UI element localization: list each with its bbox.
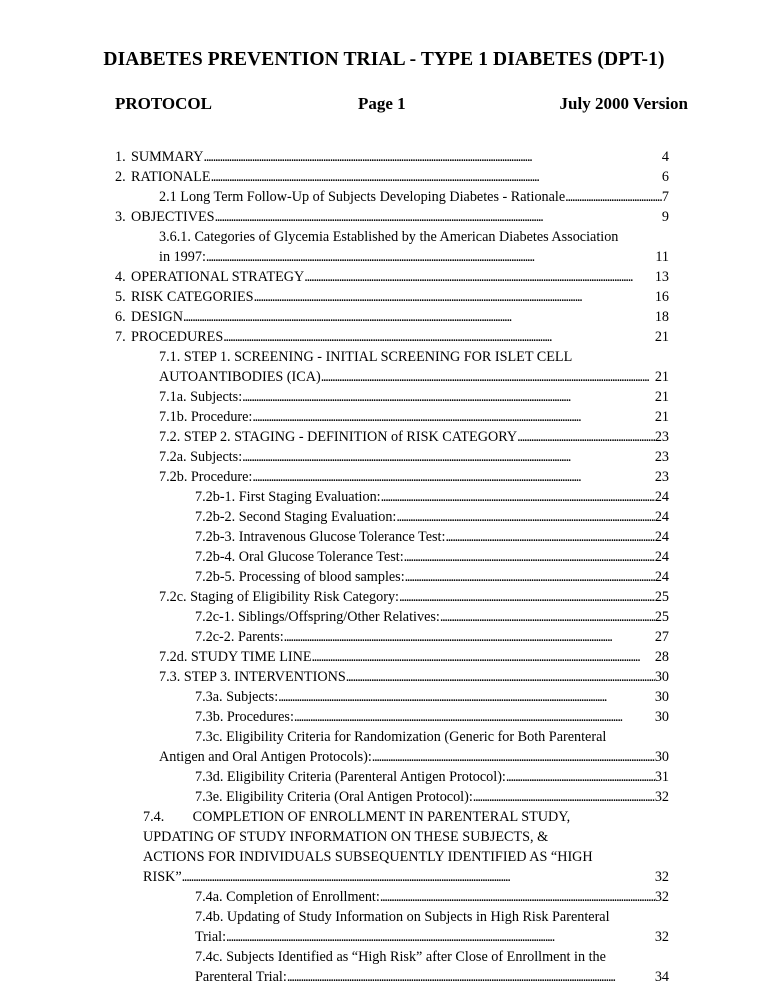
toc-entry-7-1[interactable]: 7.1. STEP 1. SCREENING - INITIAL SCREENING FOR ISLET CELL AUTOANTIBODIES (ICA) . . . 21 xyxy=(115,347,669,387)
toc-entry-operational-strategy[interactable]: 4. OPERATIONAL STRATEGY . . . 13 xyxy=(115,267,669,287)
toc-entry-7-2[interactable]: 7.2. STEP 2. STAGING - DEFINITION of RISK CATEGORY . . . 23 xyxy=(115,427,669,447)
toc-entry-7-2b-1[interactable]: 7.2b-1. First Staging Evaluation: . . . 24 xyxy=(115,487,669,507)
toc-entry-7-3e[interactable]: 7.3e. Eligibility Criteria (Oral Antigen Protocol): . . . 32 xyxy=(115,787,669,807)
toc-entry-3-6-1[interactable]: 3.6.1. Categories of Glycemia Established by the American Diabetes Association in 1997: . . . 11 xyxy=(115,227,669,267)
toc-entry-7-3[interactable]: 7.3. STEP 3. INTERVENTIONS . . . 30 xyxy=(115,667,669,687)
toc-entry-7-4c[interactable]: 7.4c. Subjects Identified as “High Risk” after Close of Enrollment in the Parenteral Trial: . . . 34 xyxy=(115,947,669,987)
table-of-contents xyxy=(115,147,669,987)
toc-entry-7-3c[interactable]: 7.3c. Eligibility Criteria for Randomization (Generic for Both Parenteral Antigen and Oral Antigen Protocols): . . . 30 xyxy=(115,727,669,767)
toc-entry-7-4[interactable]: 7.4. COMPLETION OF ENROLLMENT IN PARENTERAL STUDY, UPDATING OF STUDY INFORMATION ON THESE SUBJECTS, & ACTIONS FOR INDIVIDUALS SUBSEQUENTLY IDENTIFIED AS “HIGH RISK” . . . 32 xyxy=(115,807,669,887)
toc-entry-7-3a[interactable]: 7.3a. Subjects: . . . 30 xyxy=(115,687,669,707)
toc-entry-7-3b[interactable]: 7.3b. Procedures: . . . 30 xyxy=(115,707,669,727)
toc-entry-7-2c-2[interactable]: 7.2c-2. Parents: . . . 27 xyxy=(115,627,669,647)
toc-entry-7-1b[interactable]: 7.1b. Procedure: . . . 21 xyxy=(115,407,669,427)
toc-entry-7-4a[interactable]: 7.4a. Completion of Enrollment: . . . 32 xyxy=(115,887,669,907)
toc-entry-7-1a[interactable]: 7.1a. Subjects: . . . 21 xyxy=(115,387,669,407)
toc-entry-7-2b[interactable]: 7.2b. Procedure: . . . 23 xyxy=(115,467,669,487)
toc-entry-7-2b-5[interactable]: 7.2b-5. Processing of blood samples: . . . 24 xyxy=(115,567,669,587)
toc-entry-summary[interactable]: 1. SUMMARY . . . 4 xyxy=(115,147,669,167)
page-number: Page 1 xyxy=(358,94,406,113)
toc-entry-7-2d[interactable]: 7.2d. STUDY TIME LINE . . . 28 xyxy=(115,647,669,667)
toc-entry-7-4b[interactable]: 7.4b. Updating of Study Information on Subjects in High Risk Parenteral Trial: . . . 32 xyxy=(115,907,669,947)
toc-entry-rationale[interactable]: 2. RATIONALE . . . 6 xyxy=(115,167,669,187)
protocol-label: PROTOCOL xyxy=(115,94,212,113)
toc-entry-objectives[interactable]: 3. OBJECTIVES . . . 9 xyxy=(115,207,669,227)
toc-entry-risk-categories[interactable]: 5. RISK CATEGORIES . . . 16 xyxy=(115,287,669,307)
version-date: July 2000 Version xyxy=(559,94,688,113)
toc-entry-7-3d[interactable]: 7.3d. Eligibility Criteria (Parenteral Antigen Protocol): . . . 31 xyxy=(115,767,669,787)
document-title: DIABETES PREVENTION TRIAL - TYPE 1 DIABETES (DPT-1) xyxy=(103,49,665,70)
toc-entry-7-2a[interactable]: 7.2a. Subjects: . . . 23 xyxy=(115,447,669,467)
toc-entry-7-2b-2[interactable]: 7.2b-2. Second Staging Evaluation: . . . 24 xyxy=(115,507,669,527)
toc-entry-design[interactable]: 6. DESIGN . . . 18 xyxy=(115,307,669,327)
toc-entry-7-2b-3[interactable]: 7.2b-3. Intravenous Glucose Tolerance Test: . . . 24 xyxy=(115,527,669,547)
toc-entry-2-1[interactable]: 2.1 Long Term Follow-Up of Subjects Developing Diabetes - Rationale . . . 7 xyxy=(115,187,669,207)
toc-entry-7-2c-1[interactable]: 7.2c-1. Siblings/Offspring/Other Relatives: . . . 25 xyxy=(115,607,669,627)
toc-entry-7-2c[interactable]: 7.2c. Staging of Eligibility Risk Category: . . . 25 xyxy=(115,587,669,607)
toc-entry-procedures[interactable]: 7. PROCEDURES . . . 21 xyxy=(115,327,669,347)
toc-entry-7-2b-4[interactable]: 7.2b-4. Oral Glucose Tolerance Test: . . . 24 xyxy=(115,547,669,567)
